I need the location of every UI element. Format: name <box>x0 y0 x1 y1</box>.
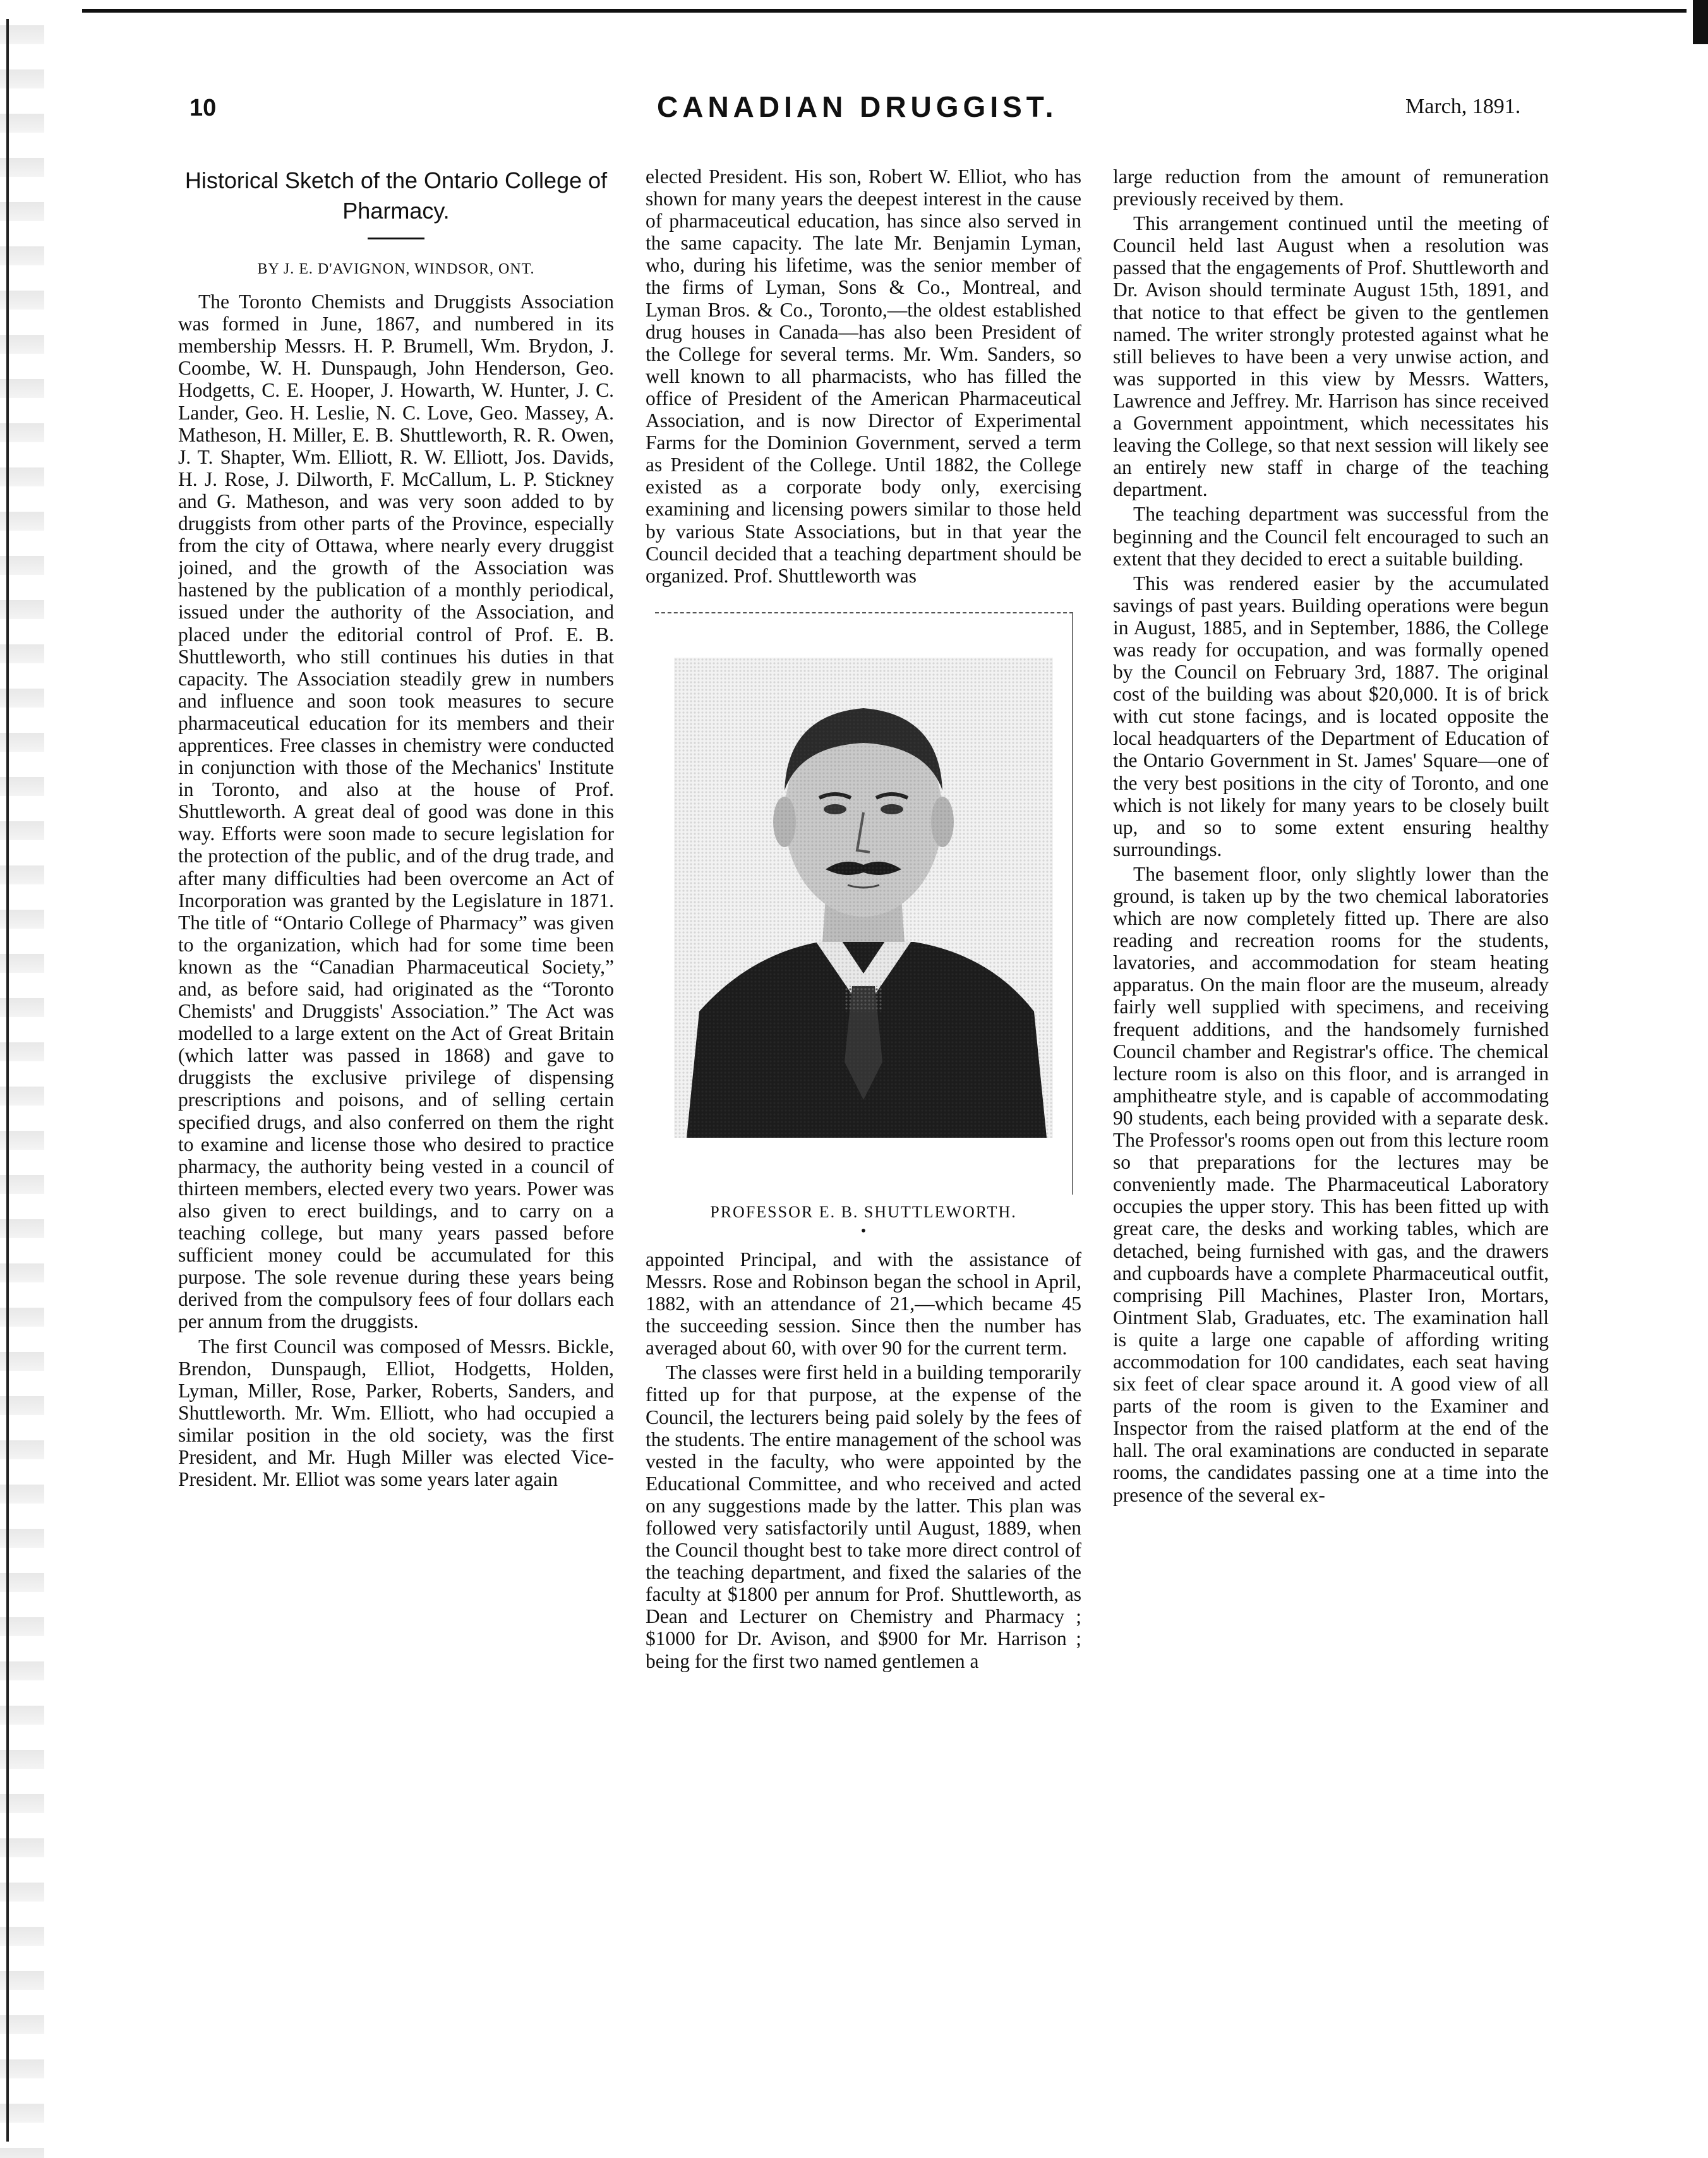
caption-ornament: • <box>860 1222 867 1239</box>
portrait-photo <box>674 658 1053 1138</box>
paragraph: The first Council was composed of Messrs. Bickle, Brendon, Dunspaugh, Elliot, Hodgetts, Holden, Lyman, Miller, Rose, Parker, Roberts, Sanders, and Shuttleworth. Mr. Wm. Elliott, who had occupied a similar position in the old society, was the first President, and Mr. Hugh Miller was elected Vice-President. Mr. Elliot was some years later again <box>178 1335 614 1491</box>
publication-title: CANADIAN DRUGGIST. <box>657 90 1058 123</box>
paragraph: large reduction from the amount of remuneration previously received by them. <box>1113 166 1549 210</box>
paragraph: The teaching department was successful from the beginning and the Council felt encouraged to such an extent that they decided to erect a suitable building. <box>1113 503 1549 570</box>
issue-date: March, 1891. <box>1405 95 1521 118</box>
column-3 <box>1113 166 1549 2130</box>
paragraph: The Toronto Chemists and Druggists Association was formed in June, 1867, and numbered in its membership Messrs. H. P. Brumell, Wm. Brydon, J. Coombe, W. H. Dunspaugh, John Henderson, Geo. Hodgetts, C. E. Hooper, J. Howarth, W. Hunter, J. C. Lander, Geo. H. Leslie, N. C. Love, Geo. Massey, A. Matheson, H. Miller, E. B. Shuttleworth, R. R. Owen, J. T. Shapter, Wm. Elliott, R. W. Elliott, Jos. Davids, H. J. Rose, J. Dilworth, F. McCallum, L. P. Stickney and G. Matheson, and was very soon added to by druggists from other parts of the Province, especially from the city of Ottawa, where nearly every druggist joined, and the growth of the Association was hastened by the publication of a monthly periodical, issued under the authority of the Association, and placed under the editorial control of Prof. E. B. Shuttleworth, who still continues his duties in that capacity. The Association steadily grew in numbers and influence and soon took measures to secure pharmaceutical education for its members and their apprentices. Free classes in chemistry were conducted in conjunction with those of the Mechanics' Institute in Toronto, and also at the house of Prof. Shuttleworth. A great deal of good was done in this way. Efforts were soon made to secure legislation for the protection of the public, and of the drug trade, and after many difficulties had been overcome an Act of Incorporation was granted by the Legislature in 1871. The title of “Ontario College of Pharmacy” was given to the organization, which had for some time been known as the “Canadian Pharmaceutical Society,” and, as before said, had originated as the “Toronto Chemists' and Druggists' Association.” The Act was modelled to a large extent on the Act of Great Britain (which latter was passed in 1868) and gave to druggists the exclusive privilege of dispensing prescriptions and poisons, and of selling certain specified drugs, and also conferred on them the right to examine and license those who desired to practice pharmacy, the authority being vested in a council of thirteen members, elected every two years. Power was also given to erect buildings, and to carry on a teaching college, but many years passed before sufficient money could be accumulated for this purpose. The sole revenue during these years being derived from the compulsory fees of four dollars each per annum from the druggists. <box>178 291 614 1333</box>
top-border-rule <box>82 9 1687 13</box>
paragraph: The basement floor, only slightly lower than the ground, is taken up by the two chemical laboratories which are now completely fitted up. There are also reading and recreation rooms for the students, lavatories, and accommodation for steam heating apparatus. On the main floor are the museum, already fairly well supplied with specimens, and receiving frequent additions, and the handsomely furnished Council chamber and Registrar's office. The chemical lecture room is also on this floor, and is arranged in amphitheatre style, and is capable of accommodating 90 students, each being provided with a separate desk. The Professor's rooms open out from this lecture room so that preparations for the lectures may be conveniently made. The Pharmaceutical Laboratory occupies the upper story. This has been fitted up with great care, the desks and working tables, which are detached, being furnished with gas, and the drawers and cupboards have a complete Pharmaceutical outfit, comprising Pill Machines, Plaster Iron, Mortars, Ointment Slab, Graduates, etc. The examination hall is quite a large one capable of affording writing accommodation for 100 candidates, each seat having six feet of clear space around it. A good view of all parts of the room is given to the Examiner and Inspector from the raised platform at the end of the hall. The oral examinations are conducted in separate rooms, the candidates passing one at a time into the presence of the several ex- <box>1113 862 1549 1506</box>
paragraph: elected President. His son, Robert W. Elliot, who has shown for many years the deepest interest in the cause of pharmaceutical education, has since also served in the same capacity. The late Mr. Benjamin Lyman, who, during his lifetime, was the senior member of the firms of Lyman, Sons & Co., Montreal, and Lyman Bros. & Co., Toronto,—the oldest established drug houses in Canada—has also been President of the College for several terms. Mr. Wm. Sanders, so well known to all pharmacists, who has filled the office of President of the American Pharmaceutical Association, and is now Director of Experimental Farms for the Dominion Government, served a term as President of the College. Until 1882, the College existed as a corporate body only, exercising examining and licensing powers similar to those held by various State Associations, but in that year the Council decided that a teaching department should be organized. Prof. Shuttleworth was <box>646 166 1081 587</box>
portrait-illustration <box>674 658 1053 1138</box>
column-2 <box>646 166 1081 2130</box>
paragraph: appointed Principal, and with the assistance of Messrs. Rose and Robinson began the school in April, 1882, with an attendance of 21,—which became 45 the succeeding session. Since then the number has averaged about 60, with over 90 for the current term. <box>646 1248 1081 1359</box>
title-divider <box>368 238 424 239</box>
article-title: Historical Sketch of the Ontario College of Pharmacy. <box>184 167 608 224</box>
paragraph: This was rendered easier by the accumulated savings of past years. Building operations were begun in August, 1885, and in September, 1886, the College was ready for occupation, and was formally opened by the Council on February 3rd, 1887. The original cost of the building was about $20,000. It is of brick with cut stone facings, and is located opposite the local headquarters of the Department of Education of the Ontario Government in St. James' Square—one of the very best positions in the city of Toronto, and one which is not likely for many years to be closely built up, and so to some extent ensuring healthy surroundings. <box>1113 572 1549 860</box>
portrait-figure <box>655 612 1073 1195</box>
paragraph: The classes were first held in a building temporarily fitted up for that purpose, at the expense of the Council, the lecturers being paid solely by the fees of the students. The entire management of the school was vested in the faculty, who were appointed by the Educational Committee, and who received and acted on any suggestions made by the latter. This plan was followed very satisfactorily until August, 1889, when the Council thought best to take more direct control of the teaching department, and fixed the salaries of the faculty at $1800 per annum for Prof. Shuttleworth, as Dean and Lecturer on Chemistry and Pharmacy ; $1000 for Dr. Avison, and $900 for Mr. Harrison ; being for the first two named gentlemen a <box>646 1361 1081 1672</box>
column-1 <box>178 166 614 2130</box>
article-byline: BY J. E. D'AVIGNON, WINDSOR, ONT. <box>257 261 535 277</box>
figure-caption: PROFESSOR E. B. SHUTTLEWORTH. <box>710 1202 1017 1221</box>
corner-mark <box>1693 0 1708 44</box>
binding-edge-line <box>6 19 9 2142</box>
page-number: 10 <box>189 95 217 121</box>
paragraph: This arrangement continued until the meeting of Council held last August when a resolution was passed that the engagements of Prof. Shuttleworth and Dr. Avison should terminate August 15th, 1891, and that notice to that effect be given to the gentlemen named. The writer strongly protested against what he still believes to have been a very unwise action, and was supported in this view by Messrs. Watters, Lawrence and Jeffrey. Mr. Harrison has since received a Government appointment, which necessitates his leaving the College, so that next session will likely see an entirely new staff in charge of the teaching department. <box>1113 212 1549 501</box>
